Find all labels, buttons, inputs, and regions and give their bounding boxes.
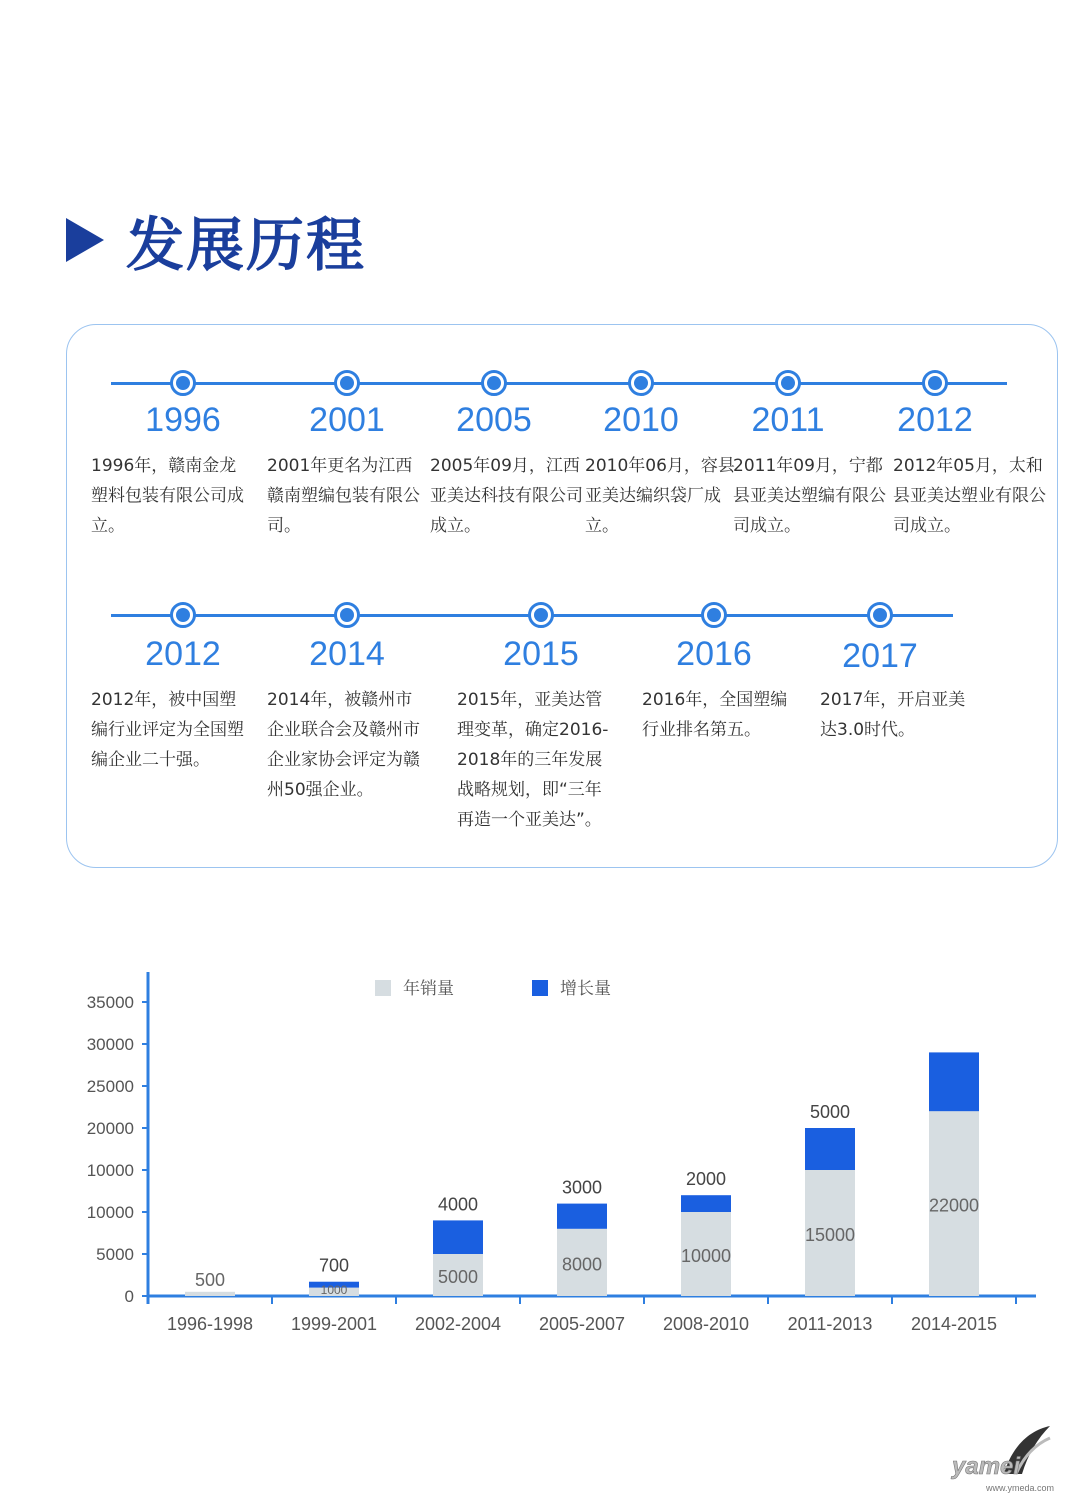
logo-site-text: www.ymeda.com (986, 1483, 1055, 1493)
data-label-annual-sales: 22000 (928, 1195, 980, 1216)
bar-growth (805, 1128, 855, 1170)
x-tick-label: 1999-2001 (290, 1314, 378, 1334)
sales-bar-chart (60, 960, 1050, 1360)
timeline-dot (481, 370, 507, 396)
yamei-logo-watermark (946, 1416, 1066, 1496)
data-label-growth: 3000 (561, 1177, 603, 1198)
timeline-description: 2017年，开启亚美达3.0时代。 (820, 690, 966, 740)
timeline-year: 2015 (503, 635, 579, 673)
data-label-annual-sales: 15000 (804, 1225, 856, 1245)
data-label-annual-sales: 5000 (437, 1267, 479, 1287)
timeline-dot (922, 370, 948, 396)
timeline-description: 2016年，全国塑编行业排名第五。 (642, 690, 788, 740)
data-label-annual-sales: 500 (194, 1269, 226, 1290)
y-tick-label: 10000 (86, 1161, 134, 1180)
timeline-description: 2011年09月，宁都县亚美达塑编有限公司成立。 (733, 456, 886, 536)
timeline-description: 2014年，被赣州市企业联合会及赣州市企业家协会评定为赣州50强企业。 (267, 690, 420, 800)
timeline-year: 2010 (603, 401, 679, 439)
timeline-dot (334, 602, 360, 628)
timeline-year: 2005 (456, 401, 532, 439)
timeline-description: 2001年更名为江西赣南塑编包装有限公司。 (267, 456, 420, 536)
bar-growth (929, 1052, 979, 1111)
data-label-annual-sales: 10000 (680, 1246, 732, 1266)
timeline-dot (775, 370, 801, 396)
x-tick-label: 2002-2004 (414, 1314, 502, 1334)
page-title: 发展历程 (126, 211, 367, 279)
y-tick-label: 35000 (86, 993, 134, 1012)
bar-annual-sales (185, 1292, 235, 1296)
timeline-description: 2005年09月，江西亚美达科技有限公司成立。 (430, 456, 583, 536)
legend-swatch (532, 980, 548, 996)
timeline-description: 2012年05月，太和县亚美达塑业有限公司成立。 (893, 456, 1046, 536)
arrow-right-icon (66, 218, 104, 262)
timeline-dot (528, 602, 554, 628)
timeline-dot (170, 370, 196, 396)
timeline-year: 2014 (309, 635, 385, 673)
y-tick-label: 10000 (86, 1203, 134, 1222)
timeline-dot (701, 602, 727, 628)
timeline-year: 2012 (145, 635, 221, 673)
data-label-annual-sales: 1000 (320, 1283, 348, 1297)
y-tick-label: 20000 (86, 1119, 134, 1138)
timeline-year: 2001 (309, 401, 385, 439)
x-tick-label: 2005-2007 (538, 1314, 626, 1334)
section-header (66, 200, 366, 280)
timeline-line-1 (111, 382, 1007, 385)
data-label-annual-sales: 8000 (561, 1254, 603, 1275)
timeline-year: 2016 (676, 635, 752, 673)
timeline-description: 1996年，赣南金龙塑料包装有限公司成立。 (91, 456, 244, 536)
y-tick-label: 0 (124, 1287, 134, 1306)
x-tick-label: 2014-2015 (910, 1314, 998, 1334)
data-label-growth: 5000 (809, 1102, 851, 1122)
x-tick-label: 2011-2013 (787, 1314, 873, 1334)
logo-brand-text: yamei (952, 1453, 1021, 1480)
x-tick-label: 1996-1998 (166, 1314, 254, 1334)
bar-growth (433, 1220, 483, 1254)
timeline-description: 2015年，亚美达管理变革，确定2016-2018年的三年发展战略规划，即“三年再造一个亚美达”。 (457, 690, 609, 830)
legend-swatch (375, 980, 391, 996)
data-label-growth: 2000 (685, 1169, 727, 1190)
y-tick-label: 30000 (86, 1035, 134, 1054)
x-tick-label: 2008-2010 (662, 1314, 750, 1334)
timeline-dot (334, 370, 360, 396)
data-label-growth: 700 (318, 1255, 350, 1276)
timeline-description: 2012年，被中国塑编行业评定为全国塑编企业二十强。 (91, 690, 244, 770)
y-tick-label: 25000 (86, 1077, 134, 1096)
bar-growth (557, 1204, 607, 1229)
data-label-growth: 4000 (437, 1194, 479, 1215)
timeline-year: 2012 (897, 401, 973, 439)
timeline-panel (66, 324, 1058, 868)
legend-label: 年销量 (403, 979, 454, 999)
timeline-year: 1996 (145, 401, 221, 439)
timeline-year: 2011 (751, 401, 825, 439)
y-tick-label: 5000 (96, 1245, 134, 1264)
timeline-description: 2010年06月，容县亚美达编织袋厂成立。 (585, 456, 735, 536)
timeline-dot (170, 602, 196, 628)
legend-label: 增长量 (560, 979, 611, 999)
timeline-dot (628, 370, 654, 396)
timeline-dot (867, 602, 893, 628)
bar-growth (681, 1195, 731, 1212)
timeline-year: 2017 (842, 637, 918, 675)
